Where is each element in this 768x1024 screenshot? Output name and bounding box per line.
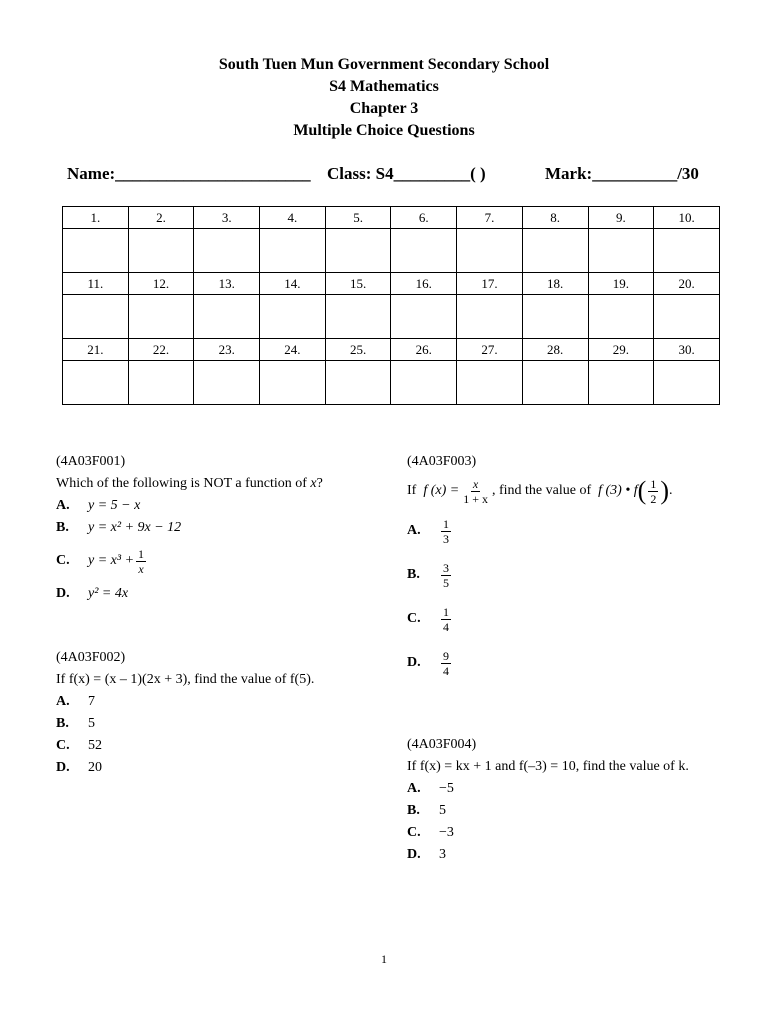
grid-cell-label: 14. <box>260 273 326 295</box>
answer-cell[interactable] <box>128 229 194 273</box>
question-4a03f003 <box>407 451 672 685</box>
fraction <box>461 477 490 506</box>
fraction <box>441 605 451 634</box>
question-stem: If f(x) = kx + 1 and f(–3) = 10, find the value of k. <box>407 759 689 774</box>
grid-cell-label: 9. <box>588 207 654 229</box>
answer-cell[interactable] <box>522 295 588 339</box>
grid-cell-label: 11. <box>63 273 129 295</box>
option-text: 5 <box>439 803 446 818</box>
subject-title: S4 Mathematics <box>329 78 439 95</box>
answer-cell[interactable] <box>260 229 326 273</box>
question-4a03f001 <box>56 451 323 605</box>
grid-cell-label: 24. <box>260 339 326 361</box>
option-b[interactable] <box>407 800 689 822</box>
question-code: (4A03F003) <box>407 454 477 469</box>
option-letter: B. <box>56 520 69 535</box>
grid-cell-label: 20. <box>654 273 720 295</box>
option-text: y = x³ + <box>88 553 135 568</box>
stem-variable: x <box>310 476 317 491</box>
document-header <box>0 54 768 142</box>
option-a[interactable] <box>407 778 689 800</box>
fraction <box>441 561 451 590</box>
fraction-numerator: 9 <box>443 648 449 663</box>
option-text: y² = 4x <box>88 586 129 601</box>
class-field[interactable]: Class: S4_________( ) <box>327 164 486 183</box>
stem-text: . <box>668 483 673 498</box>
answer-cell[interactable] <box>522 361 588 405</box>
option-text: 3 <box>439 847 446 862</box>
option-letter: A. <box>407 781 421 796</box>
fraction-numerator: 1 <box>138 546 145 561</box>
option-d[interactable] <box>56 757 314 779</box>
mark-field[interactable]: Mark:__________/30 <box>545 164 699 183</box>
answer-cell[interactable] <box>63 295 129 339</box>
question-code: (4A03F001) <box>56 454 126 469</box>
right-paren-glyph: ) <box>660 476 669 505</box>
fraction <box>648 477 658 506</box>
grid-cell-label: 23. <box>194 339 260 361</box>
answer-cell[interactable] <box>588 361 654 405</box>
answer-cell[interactable] <box>194 229 260 273</box>
question-stem <box>407 473 672 509</box>
answer-grid-number-row <box>63 273 720 295</box>
fraction-denominator: 2 <box>650 491 657 506</box>
option-d[interactable] <box>407 844 689 866</box>
option-letter: D. <box>407 655 421 670</box>
answer-grid-answer-row <box>63 229 720 273</box>
stem-expression: f (x) = <box>423 483 460 498</box>
grid-cell-label: 16. <box>391 273 457 295</box>
option-text: 52 <box>88 738 102 753</box>
answer-cell[interactable] <box>194 295 260 339</box>
fraction-denominator: 5 <box>443 575 449 590</box>
grid-cell-label: 26. <box>391 339 457 361</box>
grid-cell-label: 7. <box>457 207 523 229</box>
grid-cell-label: 5. <box>325 207 391 229</box>
answer-cell[interactable] <box>260 361 326 405</box>
answer-cell[interactable] <box>194 361 260 405</box>
option-text: y = x² + 9x − 12 <box>88 520 182 535</box>
question-stem: If f(x) = (x – 1)(2x + 3), find the value of f(5). <box>56 672 315 687</box>
fraction <box>441 649 451 678</box>
option-a[interactable] <box>407 509 672 553</box>
answer-cell[interactable] <box>63 361 129 405</box>
fraction-numerator: 1 <box>443 516 449 531</box>
answer-grid-number-row <box>63 207 720 229</box>
grid-cell-label: 6. <box>391 207 457 229</box>
answer-cell[interactable] <box>325 361 391 405</box>
answer-cell[interactable] <box>391 295 457 339</box>
option-b[interactable] <box>56 517 323 539</box>
grid-cell-label: 8. <box>522 207 588 229</box>
option-letter: C. <box>56 553 70 568</box>
school-name: South Tuen Mun Government Secondary School <box>218 56 550 73</box>
answer-grid-answer-row <box>63 361 720 405</box>
answer-cell[interactable] <box>128 361 194 405</box>
question-4a03f004 <box>407 734 689 866</box>
option-a[interactable] <box>56 691 314 713</box>
question-4a03f002 <box>56 647 314 779</box>
option-b[interactable] <box>56 713 314 735</box>
fraction-denominator: x <box>138 561 144 576</box>
fraction-denominator: 1 + x <box>463 491 488 506</box>
grid-cell-label: 3. <box>194 207 260 229</box>
fraction-denominator: 3 <box>443 531 449 546</box>
option-letter: C. <box>407 611 421 626</box>
answer-grid-answer-row <box>63 295 720 339</box>
grid-cell-label: 29. <box>588 339 654 361</box>
grid-cell-label: 10. <box>654 207 720 229</box>
grid-cell-label: 15. <box>325 273 391 295</box>
answer-cell[interactable] <box>260 295 326 339</box>
answer-cell[interactable] <box>457 229 523 273</box>
grid-cell-label: 13. <box>194 273 260 295</box>
option-letter: A. <box>56 694 70 709</box>
option-text: 20 <box>88 760 102 775</box>
grid-cell-label: 27. <box>457 339 523 361</box>
option-letter: D. <box>407 847 421 862</box>
stem-text: If <box>407 483 417 498</box>
grid-cell-label: 17. <box>457 273 523 295</box>
option-c[interactable] <box>407 597 672 641</box>
option-letter: A. <box>407 523 421 538</box>
option-text: 5 <box>88 716 95 731</box>
grid-cell-label: 18. <box>522 273 588 295</box>
fraction-denominator: 4 <box>443 663 449 678</box>
chapter-title: Chapter 3 <box>349 100 419 117</box>
answer-cell[interactable] <box>588 229 654 273</box>
answer-cell[interactable] <box>325 295 391 339</box>
grid-cell-label: 1. <box>63 207 129 229</box>
fraction <box>136 547 146 576</box>
option-c[interactable] <box>56 735 314 757</box>
fraction-numerator: x <box>472 476 479 491</box>
option-b[interactable] <box>407 553 672 597</box>
option-letter: C. <box>407 825 421 840</box>
answer-grid <box>62 206 720 405</box>
fraction-denominator: 4 <box>443 619 449 634</box>
option-text: −3 <box>439 825 454 840</box>
answer-cell[interactable] <box>391 361 457 405</box>
question-code: (4A03F002) <box>56 650 126 665</box>
grid-cell-label: 25. <box>325 339 391 361</box>
option-d[interactable] <box>407 641 672 685</box>
option-letter: B. <box>56 716 69 731</box>
option-letter: A. <box>56 498 70 513</box>
question-stem <box>56 473 323 495</box>
stem-text: Which of the following is NOT a function of <box>56 476 311 491</box>
answer-cell[interactable] <box>457 295 523 339</box>
answer-cell[interactable] <box>63 229 129 273</box>
fraction <box>441 517 451 546</box>
stem-text: ? <box>316 476 323 491</box>
grid-cell-label: 4. <box>260 207 326 229</box>
option-letter: D. <box>56 586 70 601</box>
stem-expression: f (3) • f <box>598 483 638 498</box>
option-letter: B. <box>407 567 420 582</box>
grid-cell-label: 30. <box>654 339 720 361</box>
answer-cell[interactable] <box>654 229 720 273</box>
answer-cell[interactable] <box>522 229 588 273</box>
grid-cell-label: 19. <box>588 273 654 295</box>
option-c[interactable] <box>56 539 323 583</box>
grid-cell-label: 28. <box>522 339 588 361</box>
option-text: 7 <box>88 694 95 709</box>
grid-cell-label: 12. <box>128 273 194 295</box>
option-letter: B. <box>407 803 420 818</box>
left-paren-glyph: ( <box>637 476 647 505</box>
fraction-numerator: 3 <box>443 560 449 575</box>
answer-grid-number-row <box>63 339 720 361</box>
option-d[interactable] <box>56 583 323 605</box>
name-field[interactable]: Name:_______________________ <box>67 164 311 183</box>
fraction-numerator: 1 <box>650 476 657 491</box>
option-a[interactable] <box>56 495 323 517</box>
answer-cell[interactable] <box>654 295 720 339</box>
option-letter: D. <box>56 760 70 775</box>
option-letter: C. <box>56 738 70 753</box>
answer-cell[interactable] <box>391 229 457 273</box>
grid-cell-label: 22. <box>128 339 194 361</box>
question-code: (4A03F004) <box>407 737 477 752</box>
stem-text: , find the value of <box>491 483 592 498</box>
option-text: y = 5 − x <box>88 498 141 513</box>
grid-cell-label: 21. <box>63 339 129 361</box>
answer-cell[interactable] <box>654 361 720 405</box>
option-c[interactable] <box>407 822 689 844</box>
answer-cell[interactable] <box>457 361 523 405</box>
option-text: −5 <box>439 781 454 796</box>
answer-cell[interactable] <box>325 229 391 273</box>
grid-cell-label: 2. <box>128 207 194 229</box>
answer-cell[interactable] <box>588 295 654 339</box>
section-title: Multiple Choice Questions <box>293 122 475 139</box>
answer-cell[interactable] <box>128 295 194 339</box>
page-number: 1 <box>381 952 387 966</box>
fraction-numerator: 1 <box>443 604 449 619</box>
